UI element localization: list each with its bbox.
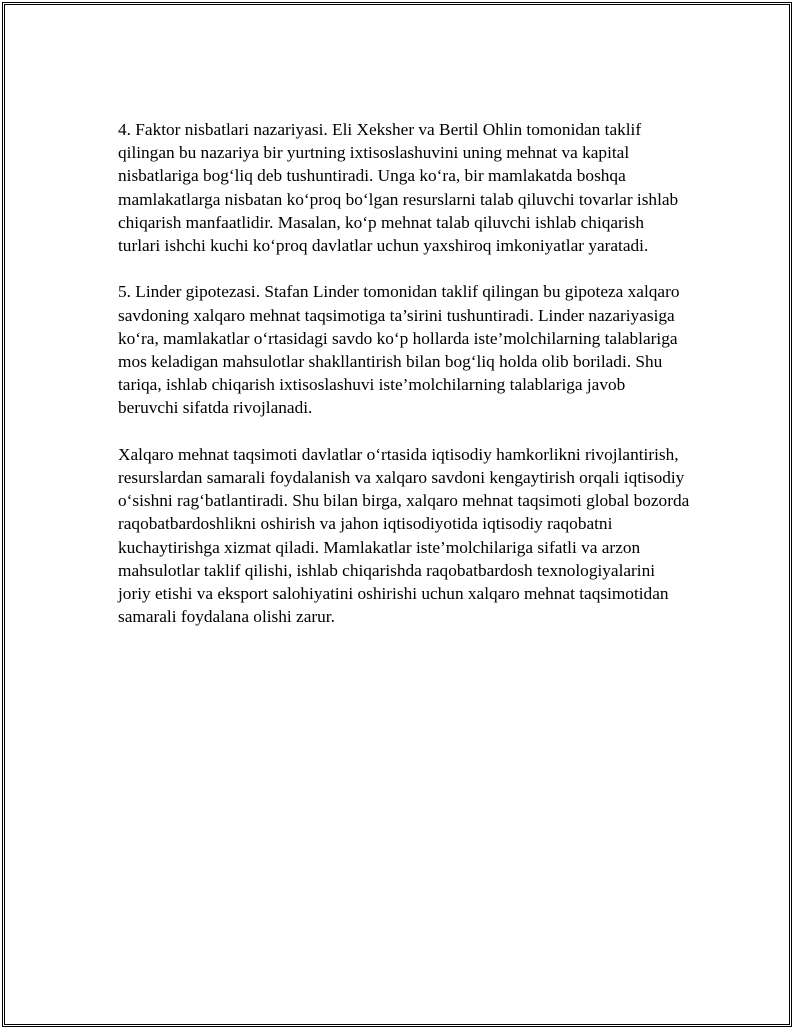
- paragraph-international-division-of-labor: Xalqaro mehnat taqsimoti davlatlar o‘rtasida iqtisodiy hamkorlikni rivojlantirish, resurslardan samarali foydalanish va xalqaro savdoni kengaytirish orqali iqtisodiy o‘sishni rag‘batlantiradi. Shu bilan birga, xalqaro mehnat taqsimoti global bozorda raqobatbardoshlikni oshirish va jahon iqtisodiyotida iqtisodiy raqobatni kuchaytirishga xizmat qiladi. Mamlakatlar iste’molchilariga sifatli va arzon mahsulotlar taklif qilishi, ishlab chiqarishda raqobatbardosh texnologiyalarini joriy etishi va eksport salohiyatini oshirishi uchun xalqaro mehnat taqsimotidan samarali foydalana olishi zarur.: [118, 444, 690, 627]
- document-body: [118, 118, 690, 652]
- paragraph-linder-hypothesis: 5. Linder gipotezasi. Stafan Linder tomonidan taklif qilingan bu gipoteza xalqaro savdoning xalqaro mehnat taqsimotiga ta’sirini tushuntiradi. Linder nazariyasiga ko‘ra, mamlakatlar o‘rtasidagi savdo ko‘p hollarda iste’molchilarning talablariga mos keladigan mahsulotlar shakllantirish bilan bog‘liq holda olib boriladi. Shu tariqa, ishlab chiqarish ixtisoslashuvi iste’molchilarning talablariga javob beruvchi sifatda rivojlanadi.: [118, 282, 680, 418]
- paragraph-factor-ratio-theory: 4. Faktor nisbatlari nazariyasi. Eli Xeksher va Bertil Ohlin tomonidan taklif qilingan bu nazariya bir yurtning ixtisoslashuvini uning mehnat va kapital nisbatlariga bog‘liq deb tushuntiradi. Unga ko‘ra, bir mamlakatda boshqa mamlakatlarga nisbatan ko‘proq bo‘lgan resurslarni talab qiluvchi tovarlar ishlab chiqarish manfaatlidir. Masalan, ko‘p mehnat talab qiluvchi ishlab chiqarish turlari ishchi kuchi ko‘proq davlatlar uchun yaxshiroq imkoniyatlar yaratadi.: [118, 120, 679, 256]
